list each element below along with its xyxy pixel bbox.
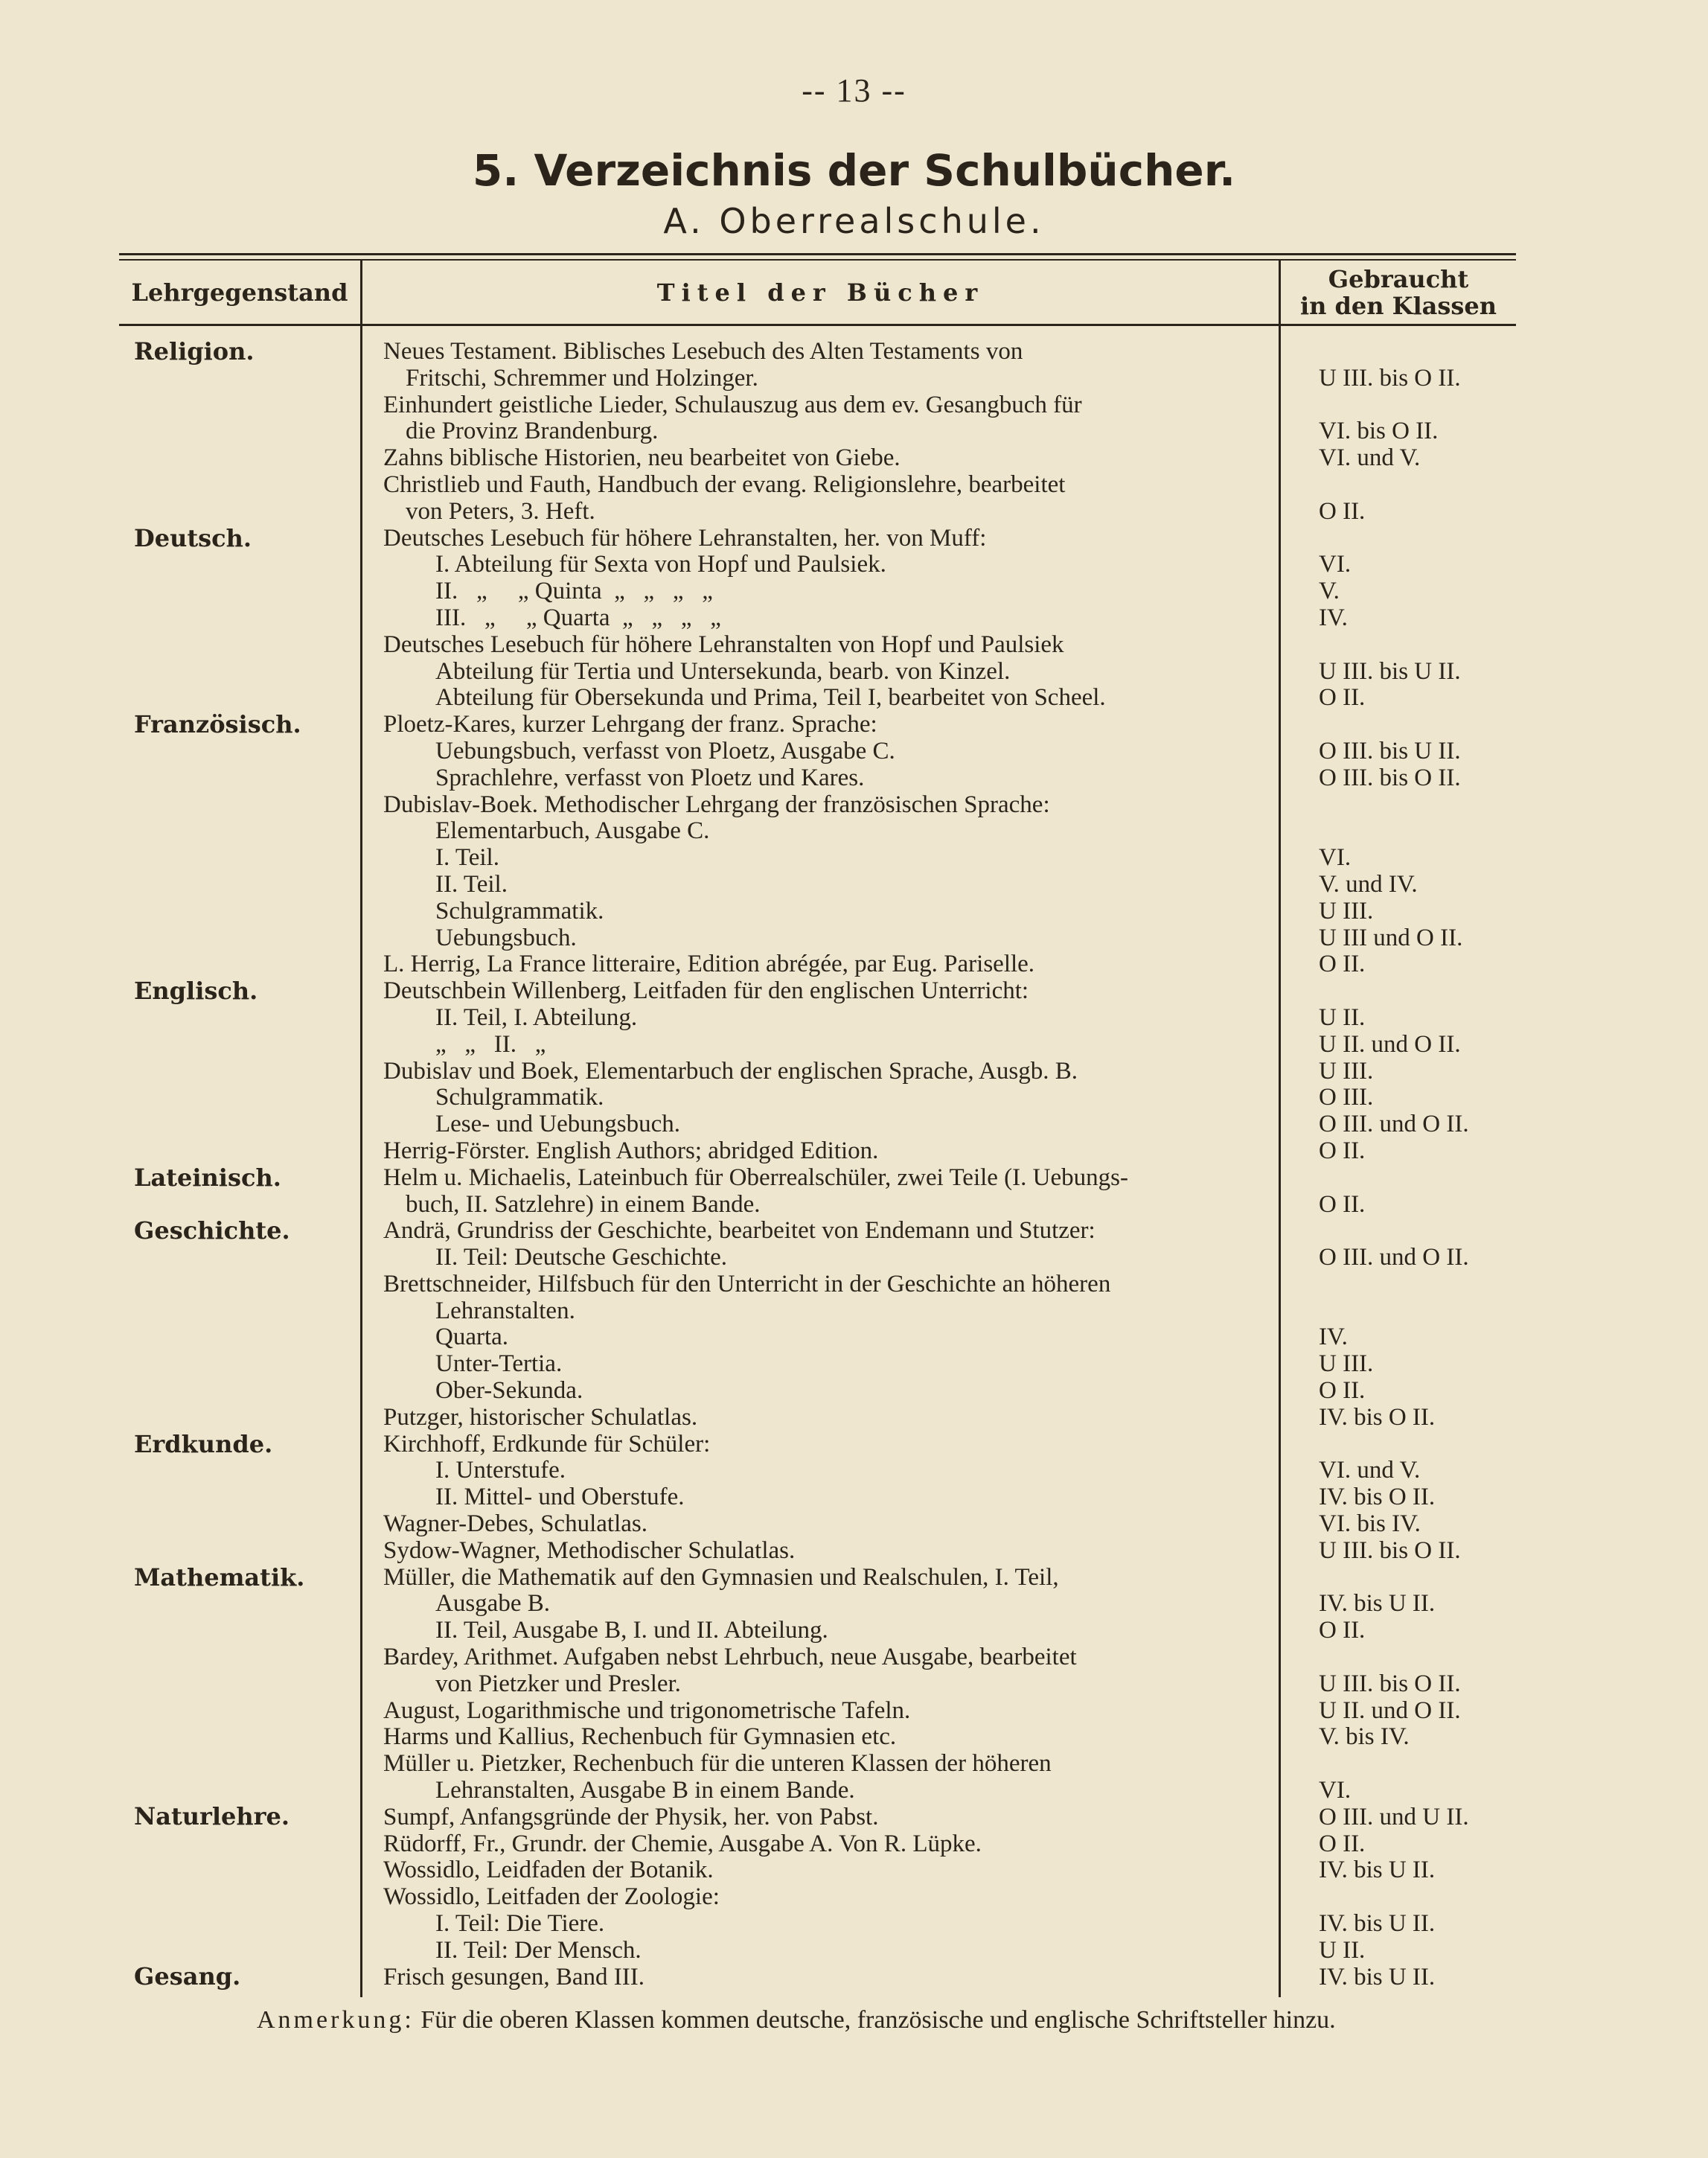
page-number: -- 13 --	[802, 72, 906, 109]
book-title: Dubislav und Boek, Elementarbuch der englischen Sprache, Ausgb. B.	[383, 1057, 1078, 1085]
class-range: IV. bis U II.	[1319, 1910, 1436, 1938]
book-title: Müller, die Mathematik auf den Gymnasien und Realschulen, I. Teil,	[383, 1563, 1059, 1591]
class-range: VI.	[1319, 551, 1352, 578]
table-row	[0, 1218, 1708, 1245]
book-title: I. Abteilung für Sexta von Hopf und Paulsiek.	[435, 551, 886, 578]
table-row	[0, 1059, 1708, 1085]
table-row	[0, 445, 1708, 472]
class-range: VI. und V.	[1319, 1457, 1421, 1484]
class-range: O II.	[1319, 1617, 1366, 1644]
table-row	[0, 1324, 1708, 1351]
table-row	[0, 392, 1708, 419]
class-range: O III. und O II.	[1319, 1244, 1469, 1271]
class-range: O II.	[1319, 1137, 1366, 1164]
class-range: IV. bis U II.	[1319, 1590, 1436, 1618]
table-row	[0, 418, 1708, 445]
table-row	[0, 1698, 1708, 1725]
book-title: Frisch gesungen, Band III.	[383, 1963, 645, 1991]
table-row	[0, 1245, 1708, 1271]
table-row	[0, 526, 1708, 552]
page-title: 5. Verzeichnis der Schulbücher.	[472, 145, 1236, 196]
table-row	[0, 1778, 1708, 1804]
book-title: Schulgrammatik.	[435, 897, 604, 925]
table-row	[0, 1671, 1708, 1698]
book-title: Zahns biblische Historien, neu bearbeitet von Giebe.	[383, 444, 901, 472]
subject-religion: Religion.	[134, 337, 255, 365]
book-title: Wossidlo, Leidfaden der Botanik.	[383, 1857, 714, 1884]
table-row	[0, 1511, 1708, 1538]
book-title: Kirchhoff, Erdkunde für Schüler:	[383, 1430, 711, 1458]
table-row	[0, 1565, 1708, 1592]
class-range: IV. bis O II.	[1319, 1403, 1436, 1431]
class-range: U III.	[1319, 1057, 1374, 1085]
class-range: VI. bis O II.	[1319, 418, 1439, 445]
class-range: O II.	[1319, 684, 1366, 712]
book-title: Ober-Sekunda.	[435, 1377, 583, 1405]
table-row	[0, 472, 1708, 499]
class-range: O II.	[1319, 1830, 1366, 1857]
book-title: Sumpf, Anfangsgründe der Physik, her. von Pabst.	[383, 1803, 879, 1830]
book-title: II. Teil.	[435, 870, 508, 898]
book-title: Brettschneider, Hilfsbuch für den Unterricht in der Geschichte an höheren	[383, 1270, 1111, 1297]
book-title: Lehranstalten, Ausgabe B in einem Bande.	[435, 1777, 855, 1804]
class-range: U III. bis O II.	[1319, 1670, 1461, 1697]
table-row	[0, 1431, 1708, 1458]
class-range: O III.	[1319, 1084, 1374, 1111]
subject-englisch: Englisch.	[134, 977, 258, 1005]
footnote-text: Für die oberen Klassen kommen deutsche, französische und englische Schriftsteller hinzu.	[420, 2006, 1336, 2034]
table-top-rule-inner	[119, 259, 1516, 261]
book-title: Unter-Tertia.	[435, 1350, 563, 1378]
table-row	[0, 1165, 1708, 1192]
class-range: VI.	[1319, 1777, 1352, 1804]
class-range: O III. und U II.	[1319, 1803, 1469, 1830]
table-row	[0, 1644, 1708, 1671]
table-row	[0, 1032, 1708, 1059]
footnote	[257, 2006, 1336, 2034]
table-row	[0, 1005, 1708, 1032]
table-row	[0, 1298, 1708, 1325]
class-range: O II.	[1319, 951, 1366, 978]
class-range: U III.	[1319, 1350, 1374, 1378]
book-title: Quarta.	[435, 1324, 509, 1351]
class-range: VI. und V.	[1319, 444, 1421, 472]
book-title: Deutsches Lesebuch für höhere Lehranstalten von Hopf und Paulsiek	[383, 631, 1064, 658]
header-classes-line1: Gebraucht	[1328, 265, 1469, 293]
footnote-label: Anmerkung:	[257, 2006, 415, 2034]
table-row	[0, 738, 1708, 765]
book-title: Uebungsbuch.	[435, 924, 577, 951]
book-title: I. Unterstufe.	[435, 1457, 566, 1484]
class-range: U III. bis U II.	[1319, 657, 1461, 685]
book-title: von Pietzker und Presler.	[435, 1670, 681, 1697]
table-row	[0, 1938, 1708, 1964]
book-title: von Peters, 3. Heft.	[406, 497, 595, 525]
book-title: Schulgrammatik.	[435, 1084, 604, 1111]
book-title: I. Teil: Die Tiere.	[435, 1910, 605, 1938]
subject-lateinisch: Lateinisch.	[134, 1163, 281, 1192]
book-title: Helm u. Michaelis, Lateinbuch für Oberrealschüler, zwei Teile (I. Uebungs-	[383, 1163, 1128, 1191]
table-row	[0, 1271, 1708, 1298]
table-row	[0, 925, 1708, 952]
book-title: I. Teil.	[435, 844, 499, 872]
book-title: Ausgabe B.	[435, 1590, 550, 1618]
table-row	[0, 1831, 1708, 1858]
class-range: U III. bis O II.	[1319, 1536, 1461, 1564]
subject-franzoesisch: Französisch.	[134, 710, 301, 738]
table-row	[0, 659, 1708, 686]
table-row	[0, 978, 1708, 1005]
table-row	[0, 632, 1708, 659]
page-subtitle: A. Oberrealschule.	[663, 201, 1045, 241]
class-range: V. und IV.	[1319, 870, 1418, 898]
class-range: U III.	[1319, 897, 1374, 925]
class-range: U III. bis O II.	[1319, 364, 1461, 392]
book-title: Putzger, historischer Schulatlas.	[383, 1403, 698, 1431]
book-title: Harms und Kallius, Rechenbuch für Gymnasien etc.	[383, 1723, 897, 1751]
table-row	[0, 1484, 1708, 1511]
book-title: Neues Testament. Biblisches Lesebuch des Alten Testaments von	[383, 338, 1023, 365]
table-row	[0, 1884, 1708, 1911]
book-title: II. Teil, Ausgabe B, I. und II. Abteilung.	[435, 1617, 828, 1644]
class-range: O II.	[1319, 1377, 1366, 1405]
book-title: II. Teil: Der Mensch.	[435, 1936, 642, 1964]
book-title: Andrä, Grundriss der Geschichte, bearbeitet von Endemann und Stutzer:	[383, 1217, 1096, 1245]
table-row	[0, 818, 1708, 845]
book-title: Einhundert geistliche Lieder, Schulauszug aus dem ev. Gesangbuch für	[383, 391, 1082, 418]
book-title: Lese- und Uebungsbuch.	[435, 1111, 681, 1138]
class-range: U II.	[1319, 1936, 1366, 1964]
table-row	[0, 1618, 1708, 1644]
book-title: buch, II. Satzlehre) in einem Bande.	[406, 1190, 761, 1218]
book-title: Deutschbein Willenberg, Leitfaden für den englischen Unterricht:	[383, 977, 1029, 1005]
header-subject: Lehrgegenstand	[131, 278, 348, 307]
table-row	[0, 1591, 1708, 1618]
book-title: „ „ II. „	[435, 1030, 546, 1058]
class-range: O III. bis O II.	[1319, 764, 1461, 791]
book-title: Bardey, Arithmet. Aufgaben nebst Lehrbuch, neue Ausgabe, bearbeitet	[383, 1644, 1077, 1671]
table-row	[0, 1857, 1708, 1884]
table-header-rule	[119, 324, 1516, 326]
book-title: Abteilung für Tertia und Untersekunda, bearb. von Kinzel.	[435, 657, 1011, 685]
table-row	[0, 605, 1708, 632]
subject-mathematik: Mathematik.	[134, 1563, 305, 1592]
table-row	[0, 499, 1708, 526]
table-row	[0, 765, 1708, 792]
book-title: III. „ „ Quarta „ „ „ „	[435, 604, 721, 631]
table-row	[0, 578, 1708, 605]
class-range: IV. bis O II.	[1319, 1484, 1436, 1511]
book-title: Herrig-Förster. English Authors; abridged Edition.	[383, 1137, 879, 1164]
class-range: U III und O II.	[1319, 924, 1463, 951]
book-title: II. Teil: Deutsche Geschichte.	[435, 1244, 728, 1271]
book-title: II. Teil, I. Abteilung.	[435, 1003, 638, 1031]
table-row	[0, 872, 1708, 898]
class-range: V.	[1319, 578, 1340, 605]
table-row	[0, 1724, 1708, 1751]
table-row	[0, 552, 1708, 578]
class-range: O II.	[1319, 497, 1366, 525]
book-title: Lehranstalten.	[435, 1297, 575, 1324]
table-row	[0, 365, 1708, 392]
class-range: VI. bis IV.	[1319, 1510, 1421, 1538]
class-range: IV.	[1319, 604, 1348, 631]
table-row	[0, 1751, 1708, 1778]
book-title: Sydow-Wagner, Methodischer Schulatlas.	[383, 1536, 796, 1564]
class-range: U II. und O II.	[1319, 1696, 1461, 1724]
table-row	[0, 1538, 1708, 1565]
table-row	[0, 792, 1708, 819]
class-range: VI.	[1319, 844, 1352, 872]
header-classes-line2: in den Klassen	[1299, 292, 1497, 320]
subject-erdkunde: Erdkunde.	[134, 1430, 273, 1458]
table-row	[0, 1378, 1708, 1405]
table-row	[0, 1405, 1708, 1431]
table-row	[0, 1804, 1708, 1831]
table-row	[0, 1192, 1708, 1219]
book-title: Christlieb und Fauth, Handbuch der evang. Religionslehre, bearbeitet	[383, 470, 1066, 498]
class-range: U II.	[1319, 1003, 1366, 1031]
book-title: Wagner-Debes, Schulatlas.	[383, 1510, 647, 1538]
table-row	[0, 1964, 1708, 1991]
class-range: O III. und O II.	[1319, 1111, 1469, 1138]
table-row	[0, 339, 1708, 365]
subject-naturlehre: Naturlehre.	[134, 1802, 290, 1830]
subject-deutsch: Deutsch.	[134, 524, 252, 552]
class-range: O II.	[1319, 1190, 1366, 1218]
book-title: August, Logarithmische und trigonometrische Tafeln.	[383, 1696, 911, 1724]
table-row	[0, 898, 1708, 925]
class-range: IV.	[1319, 1324, 1348, 1351]
book-title: Wossidlo, Leitfaden der Zoologie:	[383, 1883, 720, 1911]
book-title: die Provinz Brandenburg.	[406, 418, 659, 445]
book-title: Deutsches Lesebuch für höhere Lehranstalten, her. von Muff:	[383, 524, 987, 552]
book-title: Müller u. Pietzker, Rechenbuch für die unteren Klassen der höheren	[383, 1750, 1052, 1778]
table-row	[0, 1351, 1708, 1378]
header-titles: Titel der Bücher	[656, 278, 985, 307]
table-row	[0, 1085, 1708, 1111]
class-range: IV. bis U II.	[1319, 1963, 1436, 1991]
table-row	[0, 712, 1708, 738]
table-row	[0, 1911, 1708, 1938]
book-title: Elementarbuch, Ausgabe C.	[435, 817, 710, 845]
book-title: L. Herrig, La France litteraire, Edition abrégée, par Eug. Pariselle.	[383, 951, 1035, 978]
subject-gesang: Gesang.	[134, 1962, 241, 1991]
book-title: Dubislav-Boek. Methodischer Lehrgang der französischen Sprache:	[383, 791, 1050, 818]
book-list	[0, 339, 1708, 1991]
table-row	[0, 685, 1708, 712]
table-row	[0, 1111, 1708, 1138]
book-title: Ploetz-Kares, kurzer Lehrgang der franz. Sprache:	[383, 711, 877, 738]
class-range: U II. und O II.	[1319, 1030, 1461, 1058]
book-title: II. Mittel- und Oberstufe.	[435, 1484, 685, 1511]
class-range: O III. bis U II.	[1319, 737, 1461, 764]
book-title: II. „ „ Quinta „ „ „ „	[435, 578, 713, 605]
class-range: IV. bis U II.	[1319, 1857, 1436, 1884]
book-title: Rüdorff, Fr., Grundr. der Chemie, Ausgabe A. Von R. Lüpke.	[383, 1830, 982, 1857]
book-title: Abteilung für Obersekunda und Prima, Teil I, bearbeitet von Scheel.	[435, 684, 1106, 712]
book-title: Uebungsbuch, verfasst von Ploetz, Ausgabe C.	[435, 737, 895, 764]
table-row	[0, 1458, 1708, 1484]
table-top-rule	[119, 253, 1516, 255]
table-row	[0, 1138, 1708, 1165]
table-row	[0, 951, 1708, 978]
table-row	[0, 845, 1708, 872]
book-title: Fritschi, Schremmer und Holzinger.	[406, 364, 758, 392]
class-range: V. bis IV.	[1319, 1723, 1410, 1751]
book-title: Sprachlehre, verfasst von Ploetz und Kares.	[435, 764, 865, 791]
subject-geschichte: Geschichte.	[134, 1216, 290, 1245]
